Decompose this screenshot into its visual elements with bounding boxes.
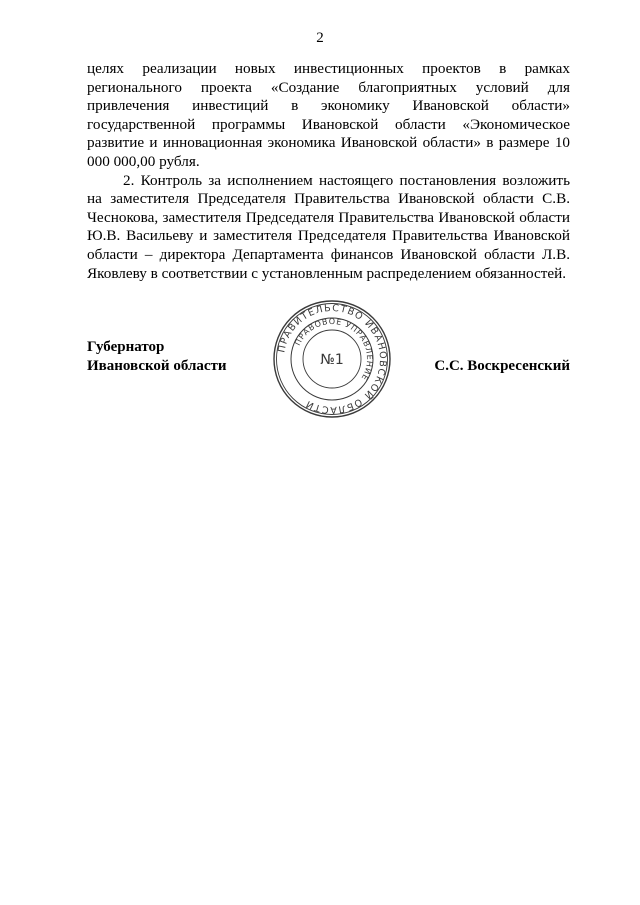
seal-outer-text: ПРАВИТЕЛЬСТВО ИВАНОВСКОЙ ОБЛАСТИ [276,302,389,416]
paragraph-2 [87,172,570,284]
paragraph-line: на заместителя Председателя Правительства Ивановской области [87,190,534,208]
paragraph-line: развитие и инновационная экономика Ивановской области» в размере [87,134,550,152]
paragraph-line: области Л.В. Яковлеву в соответствии с установленным распределением [87,245,571,282]
official-seal-icon [271,298,393,420]
paragraph-line: регионального проекта «Создание благоприятных условий для [87,78,570,96]
paragraph-line: 10 000 000,00 рубля. [87,134,570,170]
paragraph-line: целях реализации новых инвестиционных проектов в рамках [87,60,570,77]
paragraph-line: привлечения инвестиций в экономику Ивановской области» [87,97,570,115]
svg-text:ПРАВОВОЕ УПРАВЛЕНИЕ [293,317,374,382]
signatory-name: С.С. Воскресенский [434,358,570,374]
seal-number: №1 [320,352,344,368]
paragraph-line: обязанностей. [475,264,567,282]
paragraph-1 [87,60,570,172]
document-body [87,60,570,283]
page-number: 2 [316,30,324,46]
paragraph-line: Ивановской области – директора Департамента финансов Ивановской [87,227,571,263]
position-line: Ивановской области [87,358,227,374]
seal-inner-text: ПРАВОВОЕ УПРАВЛЕНИЕ [293,316,375,383]
paragraph-line: государственной программы Ивановской области «Экономическое [87,115,570,133]
paragraph-line: 2. Контроль за исполнением настоящего постановления возложить [123,171,570,189]
position-line: Губернатор [87,339,165,355]
signature-block [87,302,570,428]
signatory-position [87,338,227,376]
paragraph-line: области Ю.В. Васильеву и заместителя Председателя Правительства [87,208,570,245]
paragraph-line: С.В. Чеснокова, заместителя Председателя Правительства Ивановской [87,190,570,226]
